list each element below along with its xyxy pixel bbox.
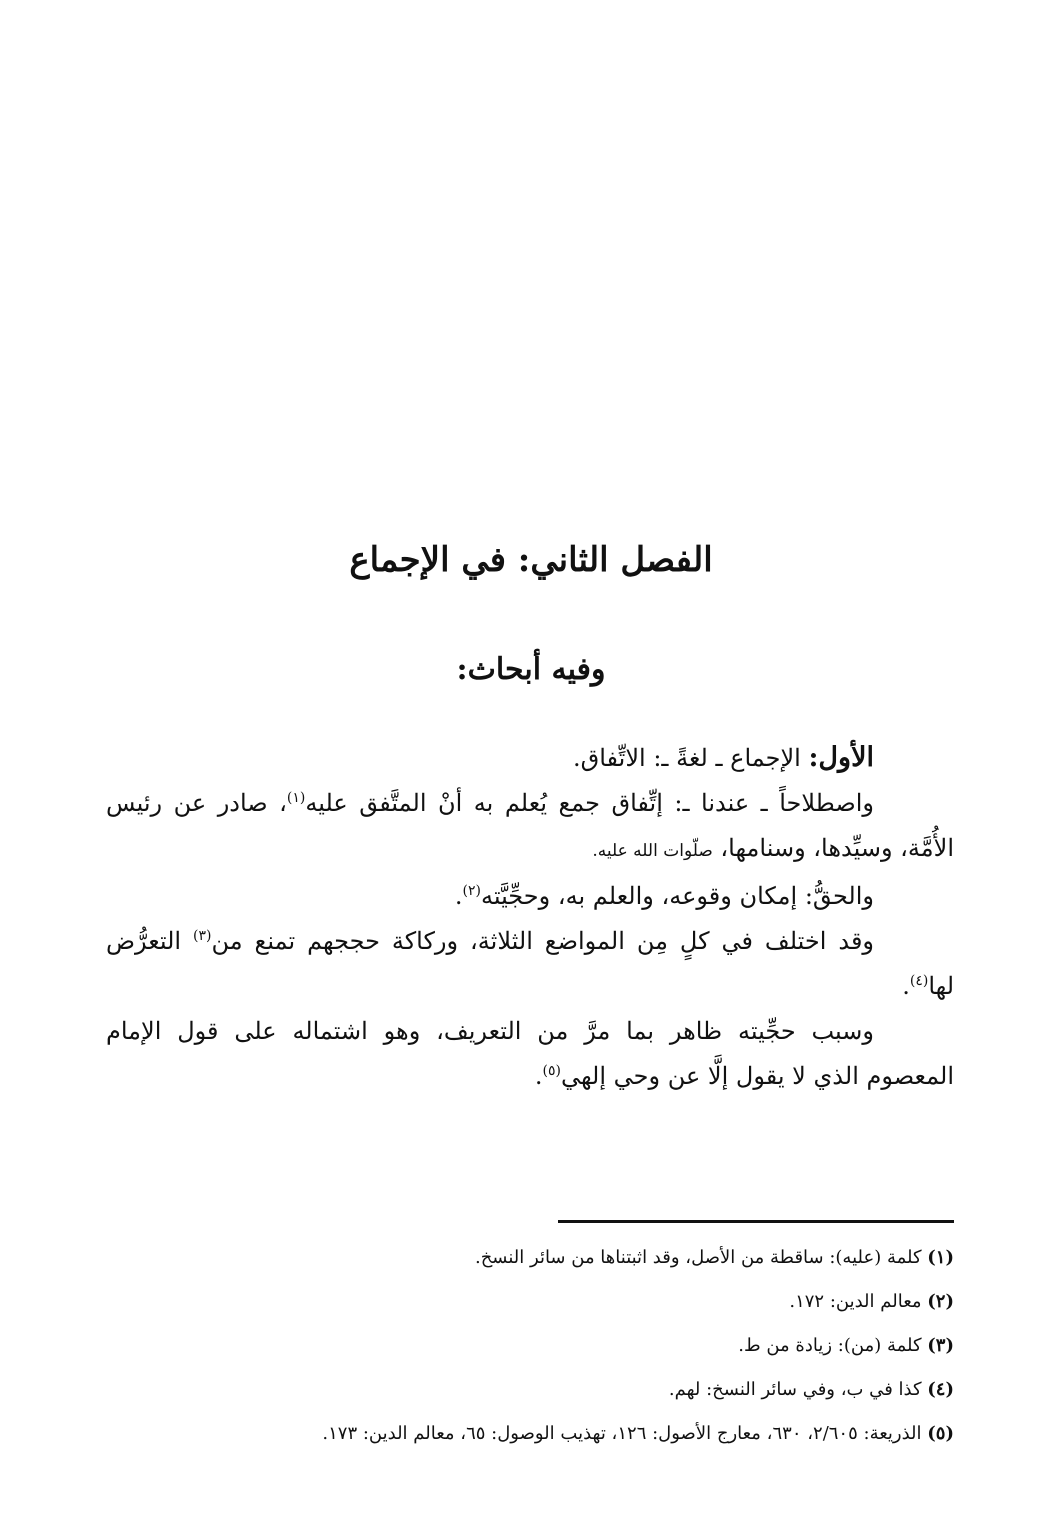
footnote-number: (٥) [927,1423,954,1444]
paragraph-end: . [902,972,910,1000]
paragraph-text: الإجماع ـ لغةً ـ: الاتِّفاق. [572,744,809,772]
footnote-marker: (٤) [909,973,929,989]
footnote-number: (٤) [927,1379,954,1400]
footnote-item [106,1280,954,1324]
footnote-text: معالم الدين: ١٧٢. [789,1291,928,1312]
paragraph-text: واصطلاحاً ـ عندنا ـ: إتِّفاق جمع يُعلم به أنْ المتَّفق عليه [305,789,874,817]
footnote-item [106,1324,954,1368]
footnote-number: (١) [927,1247,954,1268]
paragraph-first-topic [106,735,954,781]
footnote-text: كلمة (من): زيادة من ط. [738,1335,928,1356]
paragraph-end: . [454,882,463,910]
paragraph-truth [106,874,954,919]
paragraph-end: . [534,1062,543,1090]
paragraph-text: وسبب حجِّيته ظاهر بما مرَّ من التعريف، وهو اشتماله على قول الإمام المعصوم الذي لا يقول إلَّا عن وحي إلهي [106,1017,954,1090]
chapter-title: الفصل الثاني: في الإجماع [349,540,713,580]
footnote-marker: (٣) [193,928,212,944]
paragraph-text: والحقُّ: إمكان وقوعه، والعلم به، وحجِّيَّته [480,882,874,910]
footnote-number: (٣) [927,1335,954,1356]
paragraph-text: التعرُّض لها [106,927,954,1000]
footnote-marker: (١) [286,790,306,806]
footnote-divider [558,1220,954,1223]
paragraph-reason [106,1009,954,1099]
footnote-text: الذريعة: ٢/٦٠٥، ٦٣٠، معارج الأصول: ١٢٦، تهذيب الوصول: ٦٥، معالم الدين: ١٧٣. [322,1423,928,1444]
footnote-item [106,1412,954,1456]
paragraph-text: وقد اختلف في كلٍ مِن المواضع الثلاثة، وركاكة حججهم تمنع من [211,927,875,955]
paragraph-disagreement [106,919,954,1009]
footnote-marker: (٥) [542,1063,561,1079]
salutation-text: صلّوات الله عليه. [592,841,713,861]
footnote-item [106,1236,954,1280]
footnote-text: كذا في ب، وفي سائر النسخ: لهم. [668,1379,928,1400]
paragraph-definition [106,781,954,874]
paragraph-lead: الأول: [808,742,874,773]
footnotes [106,1236,954,1456]
footnote-text: كلمة (عليه): ساقطة من الأصل، وقد اثبتناها من سائر النسخ. [474,1247,928,1268]
footnote-item [106,1368,954,1412]
chapter-subtitle: وفيه أبحاث: [456,652,606,687]
footnote-marker: (٢) [462,883,481,899]
paragraph-text: ، صادر عن رئيس الأُمَّة، وسيِّدها، وسنامها، [106,789,954,862]
footnote-number: (٢) [927,1291,954,1312]
body-text [106,735,954,1099]
